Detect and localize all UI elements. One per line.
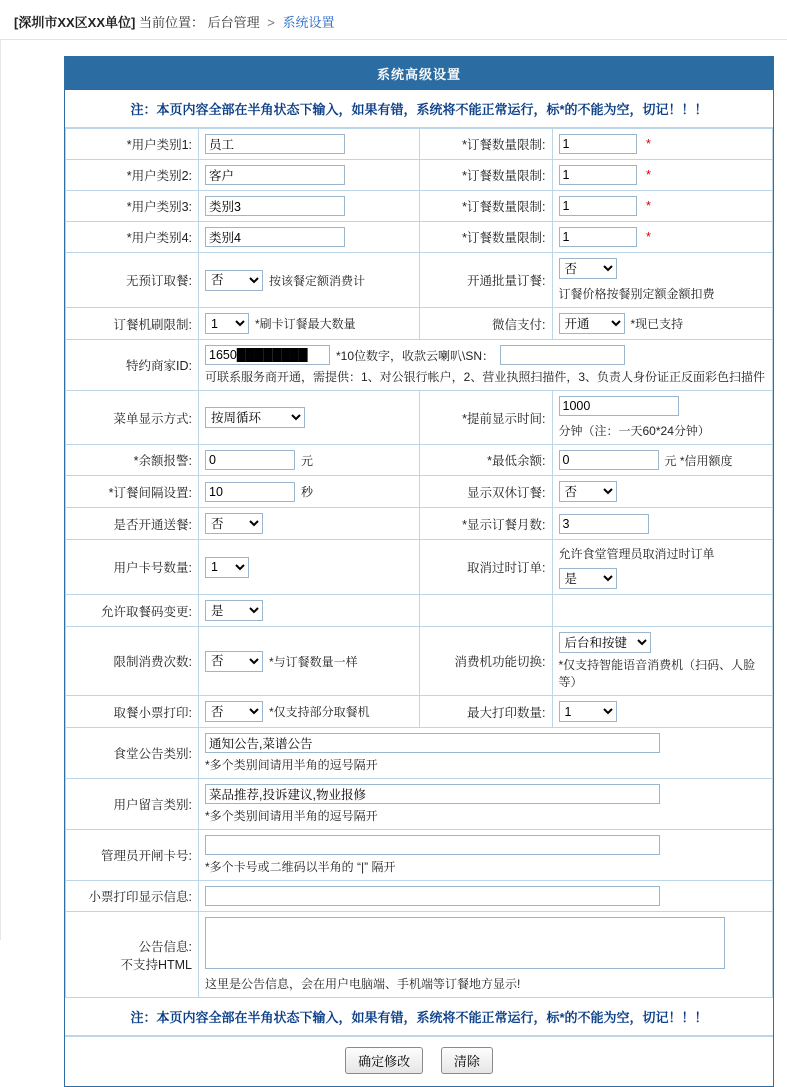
usertype3-value-cell: [199, 191, 420, 222]
ticketprint-hint: *仅支持部分取餐机: [269, 705, 370, 719]
button-row: [65, 1036, 773, 1086]
ticket-info-label: 小票打印显示信息:: [66, 881, 199, 912]
wechat-pay-cell: [552, 308, 773, 340]
table-row: [66, 881, 773, 912]
advance-time-unit: 分钟（注：一天60*24分钟）: [558, 424, 710, 438]
machine-switch-note: *仅支持智能语音消费机（扫码、人脸等）: [558, 658, 756, 689]
month-count-cell: [552, 508, 773, 540]
notice-cell: [199, 912, 773, 998]
usertype2-label: *用户类别2:: [66, 160, 199, 191]
cancel-expired-cell: [552, 540, 773, 595]
month-count-input[interactable]: [559, 514, 649, 534]
table-row: [66, 253, 773, 308]
max-print-label: 最大打印数量:: [419, 696, 552, 728]
machine-switch-cell: [552, 627, 773, 696]
pickupchange-spacer-label: [419, 595, 552, 627]
table-row: [66, 160, 773, 191]
balance-cell: [199, 445, 420, 476]
table-row: [66, 129, 773, 160]
page-content: [0, 40, 787, 1087]
delivery-cell: [199, 508, 420, 540]
merchant-cell: [199, 340, 773, 391]
advance-time-cell: [552, 391, 773, 445]
notice-note: 这里是公告信息，会在用户电脑端、手机端等订餐地方显示!: [205, 977, 521, 991]
usertype2-limit-required-mark: *: [645, 168, 651, 182]
canteen-notice-input[interactable]: [205, 733, 660, 753]
cancel-expired-select[interactable]: [559, 568, 617, 589]
user-message-input[interactable]: [205, 784, 660, 804]
top-note: 注：本页内容全部在半角状态下输入，如果有错，系统将不能正常运行，标*的不能为空，切记！！！: [65, 90, 773, 128]
admin-card-input[interactable]: [205, 835, 660, 855]
ticketprint-cell: [199, 696, 420, 728]
balance-input[interactable]: [205, 450, 295, 470]
usertype3-limit-required-mark: *: [645, 199, 651, 213]
menumode-cell: [199, 391, 420, 445]
table-row: [66, 445, 773, 476]
usertype3-limit-cell: [552, 191, 773, 222]
breadcrumb-label: 当前位置：: [138, 15, 204, 30]
table-row: [66, 391, 773, 445]
user-message-note: *多个类别间请用半角的逗号隔开: [205, 809, 378, 823]
admin-card-cell: [199, 830, 773, 881]
menumode-label: 菜单显示方式:: [66, 391, 199, 445]
cardlimit-select[interactable]: [205, 313, 249, 334]
delivery-select[interactable]: [205, 513, 263, 534]
consumelimit-hint: *与订餐数量一样: [269, 654, 358, 669]
notice-label-line1: 公告信息:: [138, 939, 192, 954]
batch-order-cell: [552, 253, 773, 308]
usertype2-value-cell: [199, 160, 420, 191]
interval-input[interactable]: [205, 482, 295, 502]
prepay-hint: 按该餐定额消费计: [269, 273, 366, 288]
consumelimit-select[interactable]: [205, 651, 263, 672]
usertype3-limit-label: *订餐数量限制:: [419, 191, 552, 222]
usertype1-value-cell: [199, 129, 420, 160]
admin-card-note: *多个卡号或二维码以半角的 “|” 隔开: [205, 860, 396, 874]
table-row: [66, 476, 773, 508]
user-message-label: 用户留言类别:: [66, 779, 199, 830]
system-settings-panel: [64, 56, 774, 1087]
pickupchange-spacer-cell: [552, 595, 773, 627]
advance-time-label: *提前显示时间:: [419, 391, 552, 445]
table-row: [66, 595, 773, 627]
usertype4-value-cell: [199, 222, 420, 253]
month-count-label: *显示订餐月数:: [419, 508, 552, 540]
merchant-hint: *10位数字，收款云喇叭\SN：: [336, 348, 495, 363]
canteen-notice-cell: [199, 728, 773, 779]
merchant-label: 特约商家ID:: [66, 340, 199, 391]
pickupchange-cell: [199, 595, 420, 627]
min-balance-input[interactable]: [559, 450, 659, 470]
weekend-select[interactable]: [559, 481, 617, 502]
admin-card-label: 管理员开闸卡号:: [66, 830, 199, 881]
batch-order-label: 开通批量订餐:: [419, 253, 552, 308]
table-row: [66, 308, 773, 340]
usertype4-limit-cell: [552, 222, 773, 253]
submit-button[interactable]: 确定修改: [345, 1047, 423, 1074]
pickupchange-label: 允许取餐码变更:: [66, 595, 199, 627]
canteen-notice-label: 食堂公告类别:: [66, 728, 199, 779]
table-row: [66, 696, 773, 728]
table-row: [66, 222, 773, 253]
merchant-sub-note: 可联系服务商开通，需提供：1、对公银行帐户，2、营业执照扫描件，3、负责人身份证正反面彩色扫描件: [205, 370, 766, 384]
usertype4-label: *用户类别4:: [66, 222, 199, 253]
breadcrumb-item-admin[interactable]: 后台管理: [207, 15, 260, 30]
batch-order-select[interactable]: [559, 258, 617, 279]
usertype3-label: *用户类别3:: [66, 191, 199, 222]
interval-cell: [199, 476, 420, 508]
usertype2-input[interactable]: [205, 165, 345, 185]
usertype1-limit-label: *订餐数量限制:: [419, 129, 552, 160]
cardcount-label: 用户卡号数量:: [66, 540, 199, 595]
settings-table: [65, 128, 773, 998]
weekend-cell: [552, 476, 773, 508]
merchant-id-input-wrap[interactable]: [205, 345, 330, 365]
table-row: [66, 912, 773, 998]
notice-textarea[interactable]: [205, 917, 725, 969]
prepay-value-cell: [199, 253, 420, 308]
table-row: [66, 728, 773, 779]
merchant-id-input[interactable]: [205, 345, 330, 365]
consumelimit-label: 限制消费次数:: [66, 627, 199, 696]
table-row: [66, 779, 773, 830]
batch-order-hint: 订餐价格按餐别定额金额扣费: [558, 287, 715, 301]
table-row: [66, 830, 773, 881]
wechat-pay-select[interactable]: [559, 313, 625, 334]
usertype4-limit-input[interactable]: [559, 227, 637, 247]
usertype4-limit-label: *订餐数量限制:: [419, 222, 552, 253]
machine-switch-select[interactable]: [559, 632, 651, 653]
ticketprint-select[interactable]: [205, 701, 263, 722]
breadcrumb-unit: [深圳市XX区XX单位]: [14, 15, 136, 30]
ticket-info-cell: [199, 881, 773, 912]
ticketprint-label: 取餐小票打印:: [66, 696, 199, 728]
usertype1-limit-required-mark: *: [645, 137, 651, 151]
speaker-sn-input[interactable]: [500, 345, 625, 365]
panel-title: 系统高级设置: [65, 57, 773, 90]
wechat-pay-hint: *现已支持: [630, 317, 684, 331]
usertype2-limit-cell: [552, 160, 773, 191]
menumode-select[interactable]: [205, 407, 305, 428]
cancel-expired-hint: 允许食堂管理员取消过时订单: [558, 547, 715, 561]
usertype1-limit-input[interactable]: [559, 134, 637, 154]
user-message-cell: [199, 779, 773, 830]
left-rail-divider: [0, 40, 1, 940]
clear-button[interactable]: 清除: [441, 1047, 493, 1074]
min-balance-unit: 元 *信用额度: [664, 453, 733, 468]
table-row: [66, 191, 773, 222]
breadcrumb: [0, 0, 787, 40]
usertype3-input[interactable]: [205, 196, 345, 216]
prepay-select[interactable]: [205, 270, 263, 291]
min-balance-cell: [552, 445, 773, 476]
usertype4-input[interactable]: [205, 227, 345, 247]
cardlimit-hint: *刷卡订餐最大数量: [255, 317, 356, 331]
cancel-expired-label: 取消过时订单:: [419, 540, 552, 595]
cardcount-cell: [199, 540, 420, 595]
cardlimit-value-cell: [199, 308, 420, 340]
min-balance-label: *最低余额:: [419, 445, 552, 476]
bottom-note: 注：本页内容全部在半角状态下输入，如果有错，系统将不能正常运行，标*的不能为空，切记！！！: [65, 998, 773, 1036]
usertype2-limit-input[interactable]: [559, 165, 637, 185]
table-row: [66, 508, 773, 540]
max-print-cell: [552, 696, 773, 728]
table-row: [66, 627, 773, 696]
weekend-label: 显示双休订餐:: [419, 476, 552, 508]
advance-time-input[interactable]: [559, 396, 679, 416]
usertype3-limit-input[interactable]: [559, 196, 637, 216]
notice-label-line2: 不支持HTML: [120, 957, 192, 972]
prepay-label: 无预订取餐:: [66, 253, 199, 308]
pickupchange-select[interactable]: [205, 600, 263, 621]
ticket-info-input[interactable]: [205, 886, 660, 906]
interval-label: *订餐间隔设置:: [66, 476, 199, 508]
max-print-select[interactable]: [559, 701, 617, 722]
wechat-pay-label: 微信支付:: [419, 308, 552, 340]
balance-unit: 元: [301, 453, 314, 468]
usertype4-limit-required-mark: *: [645, 230, 651, 244]
usertype1-input[interactable]: [205, 134, 345, 154]
usertype1-label: *用户类别1:: [66, 129, 199, 160]
cardlimit-label: 订餐机刷限制:: [66, 308, 199, 340]
interval-unit: 秒: [301, 485, 314, 499]
usertype2-limit-label: *订餐数量限制:: [419, 160, 552, 191]
machine-switch-label: 消费机功能切换:: [419, 627, 552, 696]
usertype1-limit-cell: [552, 129, 773, 160]
cardcount-select[interactable]: [205, 557, 249, 578]
breadcrumb-separator: >: [267, 15, 275, 30]
table-row: [66, 540, 773, 595]
canteen-notice-note: *多个类别间请用半角的逗号隔开: [205, 758, 378, 772]
table-row: [66, 340, 773, 391]
consumelimit-cell: [199, 627, 420, 696]
notice-label: [66, 912, 199, 998]
breadcrumb-item-settings[interactable]: 系统设置: [282, 15, 335, 30]
delivery-label: 是否开通送餐:: [66, 508, 199, 540]
balance-label: *余额报警:: [66, 445, 199, 476]
